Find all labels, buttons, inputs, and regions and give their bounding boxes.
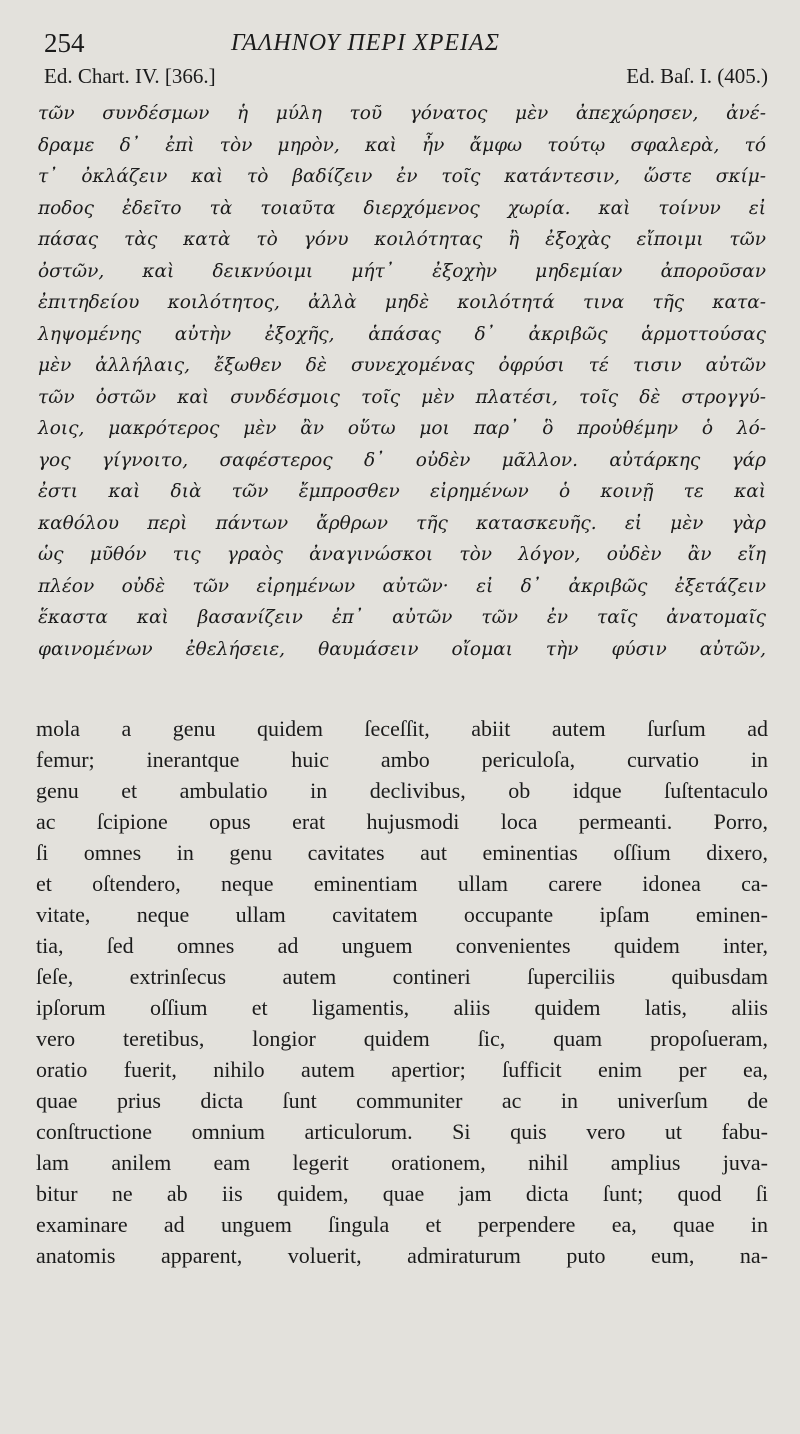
greek-text-line: ἐστι καὶ διὰ τῶν ἔμπροσθεν εἰρημένων ὁ κοινῇ τε καὶ [38, 481, 766, 502]
greek-text-line: ληψομένης αὐτὴν ἐξοχῆς, ἁπάσας δ᾽ ἀκριβῶς ἁρμοττούσας [38, 323, 766, 345]
greek-text-line: τῶν ὀστῶν καὶ συνδέσμοις τοῖς μὲν πλατέσι, τοῖς δὲ στρογγύ- [38, 386, 766, 408]
greek-text-line: πλέον οὐδὲ τῶν εἰρημένων αὐτῶν· εἰ δ᾽ ἀκριβῶς ἐξετάζειν [38, 575, 766, 597]
latin-text-line: quae prius dicta ſunt communiter ac in univerſum de [36, 1088, 768, 1113]
greek-text-line: ἐπιτηδείου κοιλότητος, ἀλλὰ μηδὲ κοιλότητά τινα τῆς κατα- [38, 292, 766, 313]
greek-text-line: ὡς μῦθόν τις γραὸς ἀναγινώσκοι τὸν λόγον, οὐδὲν ἂν εἴη [38, 544, 766, 565]
latin-text-line: examinare ad unguem ſingula et perpendere ea, quae in [36, 1212, 768, 1237]
latin-text-line: tia, ſed omnes ad unguem convenientes quidem inter, [36, 933, 768, 958]
latin-text-line: mola a genu quidem ſeceſſit, abiit autem ſurſum ad [36, 716, 768, 741]
greek-text-line: καθόλου περὶ πάντων ἄρθρων τῆς κατασκευῆς. εἰ μὲν γὰρ [38, 512, 766, 534]
running-title: ΓΑΛΗΝΟΥ ΠΕΡΙ ΧΡΕΙΑΣ [231, 30, 500, 56]
greek-text-line: ὀστῶν, καὶ δεικνύοιμι μήτ᾽ ἐξοχὴν μηδεμίαν ἀποροῦσαν [38, 260, 766, 282]
greek-text-line: πάσας τὰς κατὰ τὸ γόνυ κοιλότητας ἢ ἐξοχὰς εἴποιμι τῶν [38, 229, 766, 250]
latin-text-line: anatomis apparent, voluerit, admiraturum puto eum, na- [36, 1243, 768, 1268]
latin-text-line: femur; inerantque huic ambo periculoſa, curvatio in [36, 747, 768, 772]
greek-text-line: τ᾽ ὀκλάζειν καὶ τὸ βαδίζειν ἐν τοῖς κατάντεσιν, ὥστε σκίμ- [38, 166, 766, 187]
latin-text-line: ipſorum oſſium et ligamentis, aliis quidem latis, aliis [36, 995, 768, 1020]
greek-text-line: φαινομένων ἐθελήσειε, θαυμάσειν οἴομαι τὴν φύσιν αὐτῶν, [38, 638, 766, 660]
greek-text-line: γος γίγνοιτο, σαφέστερος δ᾽ οὐδὲν μᾶλλον. αὐτάρκης γάρ [38, 449, 766, 471]
latin-text-line: ſeſe, extrinſecus autem contineri ſuperciliis quibusdam [36, 964, 768, 989]
running-head [36, 20, 768, 64]
page-number: 254 [44, 28, 85, 58]
latin-text-line: ſi omnes in genu cavitates aut eminentias oſſium dixero, [36, 840, 768, 865]
greek-text-line: ἕκαστα καὶ βασανίζειν ἐπ᾽ αὐτῶν τῶν ἐν ταῖς ἀνατομαῖς [38, 607, 766, 628]
latin-text-line: vero teretibus, longior quidem ſic, quam propoſueram, [36, 1026, 768, 1051]
greek-text-line: ποδος ἐδεῖτο τὰ τοιαῦτα διερχόμενος χωρία. καὶ τοίνυν εἰ [38, 197, 766, 219]
edition-chart-reference: Ed. Chart. IV. [366.] [44, 64, 216, 88]
latin-text-line: lam anilem eam legerit orationem, nihil amplius juva- [36, 1150, 768, 1175]
greek-text-line: λοις, μακρότερος μὲν ἂν οὕτω μοι παρ᾽ ὃ προὐθέμην ὁ λό- [38, 418, 766, 439]
greek-text-block [36, 98, 768, 665]
latin-text-line: vitate, neque ullam cavitatem occupante ipſam eminen- [36, 902, 768, 927]
greek-text-line: τῶν συνδέσμων ἡ μύλη τοῦ γόνατος μὲν ἀπεχώρησεν, ἀνέ- [38, 103, 766, 124]
latin-text-line: bitur ne ab iis quidem, quae jam dicta ſunt; quod ſi [36, 1181, 768, 1206]
latin-text-line: conſtructione omnium articulorum. Si quis vero ut fabu- [36, 1119, 768, 1144]
edition-references [36, 64, 768, 98]
latin-text-line: ac ſcipione opus erat hujusmodi loca permeanti. Porro, [36, 809, 768, 834]
latin-text-block [36, 713, 768, 1271]
latin-text-line: et oſtendero, neque eminentiam ullam carere idonea ca- [36, 871, 768, 896]
edition-basel-reference: Ed. Baſ. I. (405.) [626, 64, 768, 88]
latin-text-line: oratio fuerit, nihilo autem apertior; ſufficit enim per ea, [36, 1057, 768, 1082]
greek-text-line: δραμε δ᾽ ἐπὶ τὸν μηρὸν, καὶ ἦν ἄμφω τούτῳ σφαλερὰ, τό [38, 134, 766, 156]
latin-text-line: genu et ambulatio in declivibus, ob idque ſuſtentaculo [36, 778, 768, 803]
greek-text-line: μὲν ἀλλήλαις, ἔξωθεν δὲ συνεχομένας ὀφρύσι τέ τισιν αὐτῶν [38, 355, 766, 376]
